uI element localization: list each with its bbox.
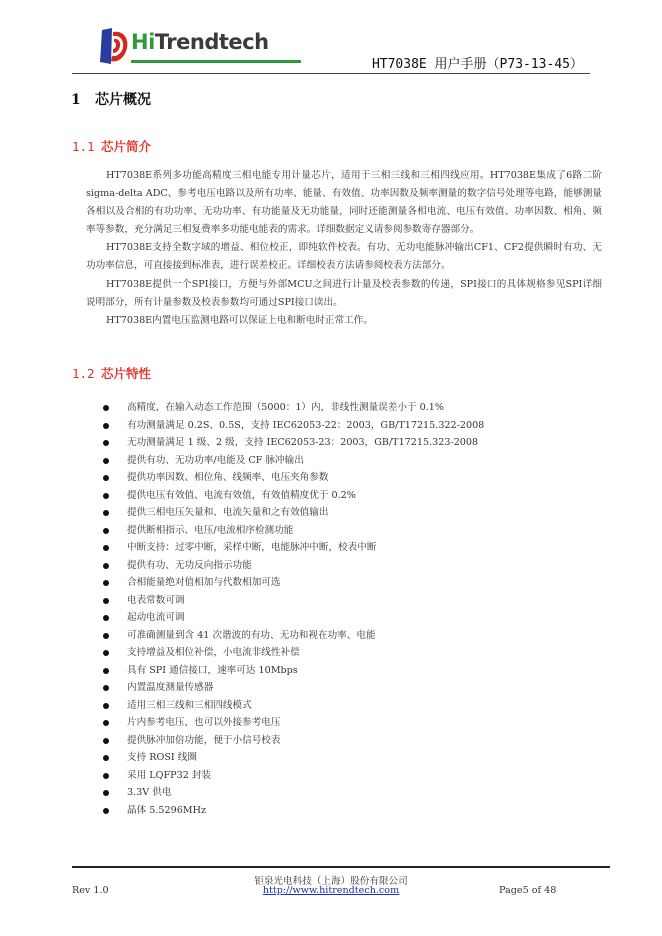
feature-item [0,434,484,452]
subsection-intro-title: 芯片简介 [101,139,152,154]
feature-text: 支持增益及相位补偿，小电流非线性补偿 [127,647,300,658]
bullet-icon [103,405,109,411]
feature-text: 可准确测量到含 41 次谐波的有功、无功和视在功率、电能 [127,629,376,641]
feature-item [0,749,484,767]
header-divider [72,73,590,74]
feature-text: 提供脉冲加倍功能，便于小信号校表 [127,734,281,746]
feature-item [0,487,484,505]
footer-company: 钜泉光电科技（上海）股份有限公司 [254,876,408,887]
bullet-icon [103,720,109,726]
feature-text: 提供断相指示、电压/电流相序检测功能 [127,524,294,536]
bullet-icon [103,423,109,429]
feature-item [0,697,484,715]
feature-item [0,679,484,697]
feature-text: 3.3V 供电 [127,787,172,798]
bullet-icon [103,475,109,481]
bullet-icon [103,493,109,499]
feature-item [0,802,484,820]
feature-item [0,784,484,802]
feature-text: 内置温度测量传感器 [127,682,214,693]
bullet-icon [103,808,109,814]
feature-text: 起动电流可调 [127,612,185,623]
feature-text: 电表常数可调 [127,594,185,606]
bullet-icon [103,580,109,586]
intro-paragraph: HT7038E系列多功能高精度三相电能专用计量芯片，适用于三相三线和三相四线应用。HT7038E集成了6路二阶sigma-delta ADC、参考电压电路以及所有功率、能量、有效值、功率因数及频率测量的数字信号处理等电路，能够测量各相以及合相的有功功率、无功功率、有功能量及无功能量，同时还能测量各相电流、电压有效值、功率因数、相角、频率等参数，充分满足三相复费率多功能电能表的需求。详细数据定义请参阅参数寄存器部分。 [86,170,602,236]
document-title: HT7038E 用户手册（P73-13-45） [371,57,583,72]
feature-item [0,522,484,540]
feature-text: 提供三相电压矢量和、电流矢量和之有效值输出 [127,507,329,518]
footer-divider [72,866,610,868]
footer-revision: Rev 1.0 [72,885,109,896]
feature-item [0,557,484,575]
bullet-icon [103,755,109,761]
bullet-icon [103,738,109,744]
feature-text: 片内参考电压，也可以外接参考电压 [127,717,281,728]
intro-paragraph: HT7038E提供一个SPI接口，方便与外部MCU之间进行计量及校表参数的传递，SPI接口的具体规格参见SPI详细说明部分，所有计量参数及校表参数均可通过SPI接口读出。 [86,278,602,308]
feature-item [0,504,484,522]
logo-text-rest: Trendtech [154,30,269,54]
bullet-icon [103,440,109,446]
feature-item [0,452,484,470]
section-title: 芯片概况 [95,92,151,108]
footer-website-link[interactable]: http://www.hitrendtech.com [262,885,400,896]
feature-text: 中断支持：过零中断，采样中断，电能脉冲中断，校表中断 [127,542,377,553]
subsection-intro-number: 1.1 [72,139,95,154]
bullet-icon [103,685,109,691]
bullet-icon [103,545,109,551]
feature-text: 采用 LQFP32 封装 [127,769,212,781]
footer-url-wrap [0,885,662,896]
subsection-features-number: 1.2 [72,366,95,381]
feature-text: 适用三相三线和三相四线模式 [127,699,252,711]
subsection-features-title: 芯片特性 [101,366,152,381]
feature-item [0,539,484,557]
bullet-icon [103,790,109,796]
feature-item [0,609,484,627]
feature-item [0,732,484,750]
bullet-icon [103,650,109,656]
feature-item [0,627,484,645]
bullet-icon [103,598,109,604]
feature-text: 具有 SPI 通信接口，速率可达 10Mbps [127,664,298,676]
logo-underline [131,60,301,63]
feature-item [0,574,484,592]
feature-text: 提供功率因数、相位角、线频率、电压夹角参数 [127,472,329,483]
feature-item [0,767,484,785]
feature-text: 有功测量满足 0.2S、0.5S，支持 IEC62053-22：2003，GB/T17215.322-2008 [127,419,485,431]
feature-item [0,662,484,680]
intro-body [86,167,602,330]
bullet-icon [103,773,109,779]
bullet-icon [103,668,109,674]
subsection-intro-heading [72,137,151,155]
bullet-icon [103,458,109,464]
intro-paragraph: HT7038E支持全数字域的增益、相位校正，即纯软件校表。有功、无功电能脉冲输出CF1、CF2提供瞬时有功、无功功率信息，可直接接到标准表，进行误差校正。详细校表方法请参阅校表方法部分。 [86,242,602,272]
intro-paragraph: HT7038E内置电压监测电路可以保证上电和断电时正常工作。 [106,314,373,326]
feature-text: 高精度，在输入动态工作范围（5000：1）内，非线性测量误差小于 0.1% [127,402,444,413]
bullet-icon [103,528,109,534]
logo-mark-icon [96,26,130,66]
section-heading [71,89,151,109]
feature-text: 无功测量满足 1 级、2 级，支持 IEC62053-23：2003，GB/T17215.323-2008 [127,437,479,448]
feature-text: 提供有功、无功功率/电能及 CF 脉冲输出 [127,454,304,466]
logo-text [131,30,269,54]
bullet-icon [103,633,109,639]
feature-item [0,417,484,435]
feature-text: 合相能量绝对值相加与代数相加可选 [127,577,281,588]
subsection-features-heading [72,364,151,382]
feature-text: 提供电压有效值、电流有效值，有效值精度优于 0.2% [127,489,356,501]
feature-text: 提供有功、无功反向指示功能 [127,559,252,571]
bullet-icon [103,703,109,709]
feature-list [0,399,484,819]
feature-item [0,469,484,487]
feature-text: 支持 ROSI 线圈 [127,752,197,763]
feature-text: 晶体 5.5296MHz [127,804,207,816]
footer-page-number: Page5 of 48 [499,885,557,896]
feature-item [0,644,484,662]
feature-item [0,399,484,417]
logo-text-hi: Hi [131,30,155,54]
feature-item [0,714,484,732]
bullet-icon [103,615,109,621]
bullet-icon [103,563,109,569]
section-number: 1 [71,92,81,108]
feature-item [0,592,484,610]
bullet-icon [103,510,109,516]
